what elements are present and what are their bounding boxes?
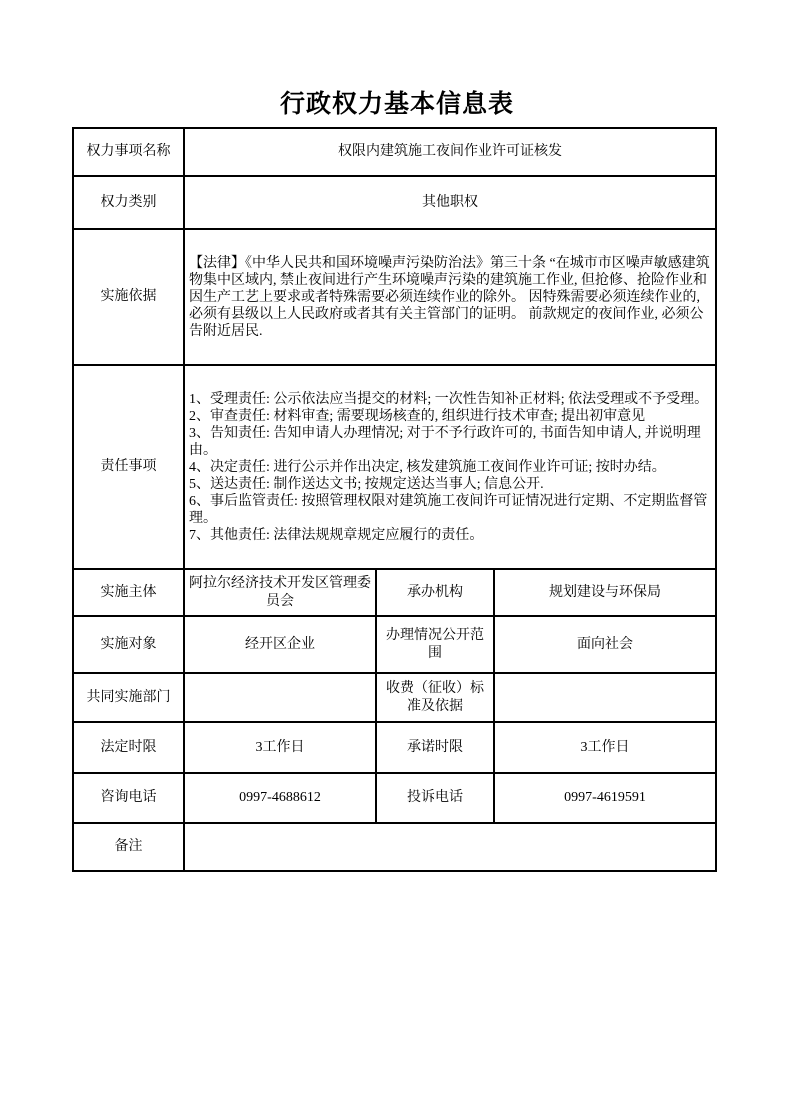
implementing-target-value: 经开区企业 xyxy=(184,616,376,673)
row-category xyxy=(73,176,716,229)
row-item-name xyxy=(73,128,716,176)
promised-time-limit-value: 3工作日 xyxy=(494,722,716,773)
consult-phone-label: 咨询电话 xyxy=(73,773,184,823)
implementing-body-value: 阿拉尔经济技术开发区管理委员会 xyxy=(184,569,376,616)
category-label: 权力类别 xyxy=(73,176,184,229)
row-legal-time-limit xyxy=(73,722,716,773)
row-basis xyxy=(73,229,716,365)
remark-label: 备注 xyxy=(73,823,184,871)
row-phones xyxy=(73,773,716,823)
implementing-body-label: 实施主体 xyxy=(73,569,184,616)
info-table xyxy=(72,127,717,872)
complaint-phone-value: 0997-4619591 xyxy=(494,773,716,823)
row-remark xyxy=(73,823,716,871)
disclosure-scope-value: 面向社会 xyxy=(494,616,716,673)
consult-phone-value: 0997-4688612 xyxy=(184,773,376,823)
duty-label: 责任事项 xyxy=(73,365,184,569)
item-name-value: 权限内建筑施工夜间作业许可证核发 xyxy=(184,128,716,176)
fee-standard-value xyxy=(494,673,716,722)
duty-item: 7、其他责任: 法律法规规章规定应履行的责任。 xyxy=(189,527,484,543)
duty-item: 3、告知责任: 告知申请人办理情况; 对于不予行政许可的, 书面告知申请人, 并说明理由。 xyxy=(189,425,701,458)
joint-department-label: 共同实施部门 xyxy=(73,673,184,722)
basis-label: 实施依据 xyxy=(73,229,184,365)
undertaking-org-label: 承办机构 xyxy=(376,569,494,616)
row-implementing-body xyxy=(73,569,716,616)
implementing-target-label: 实施对象 xyxy=(73,616,184,673)
disclosure-scope-label: 办理情况公开范围 xyxy=(376,616,494,673)
row-joint-department xyxy=(73,673,716,722)
promised-time-limit-label: 承诺时限 xyxy=(376,722,494,773)
remark-value xyxy=(184,823,716,871)
duty-item: 1、受理责任: 公示依法应当提交的材料; 一次性告知补正材料; 依法受理或不予受理。 xyxy=(189,391,709,407)
legal-time-limit-value: 3工作日 xyxy=(184,722,376,773)
basis-text: 【法律】《中华人民共和国环境噪声污染防治法》第三十条 “在城市市区噪声敏感建筑物集中区域内, 禁止夜间进行产生环境噪声污染的建筑施工作业, 但抢修、抢险作业和因生产工艺上要求或者特殊需要必须连续作业的除外。 因特殊需要必须连续作业的, 必须有县级以上人民政府或者其有关主管部门的证明。 前款规定的夜间作业, 必须公告附近居民. xyxy=(184,229,716,365)
duty-item: 6、事后监管责任: 按照管理权限对建筑施工夜间许可证情况进行定期、不定期监督管理。 xyxy=(189,493,708,526)
duty-item: 5、送达责任: 制作送达文书; 按规定送达当事人; 信息公开. xyxy=(189,476,544,492)
duty-item: 4、决定责任: 进行公示并作出决定, 核发建筑施工夜间作业许可证; 按时办结。 xyxy=(189,459,666,475)
row-duty xyxy=(73,365,716,569)
legal-time-limit-label: 法定时限 xyxy=(73,722,184,773)
category-value: 其他职权 xyxy=(184,176,716,229)
fee-standard-label: 收费（征收）标准及依据 xyxy=(376,673,494,722)
complaint-phone-label: 投诉电话 xyxy=(376,773,494,823)
duty-item: 2、审查责任: 材料审查; 需要现场核查的, 组织进行技术审查; 提出初审意见 xyxy=(189,408,646,424)
row-implementing-target xyxy=(73,616,716,673)
undertaking-org-value: 规划建设与环保局 xyxy=(494,569,716,616)
duty-list xyxy=(184,365,716,569)
item-name-label: 权力事项名称 xyxy=(73,128,184,176)
page-title: 行政权力基本信息表 xyxy=(279,91,514,118)
joint-department-value xyxy=(184,673,376,722)
